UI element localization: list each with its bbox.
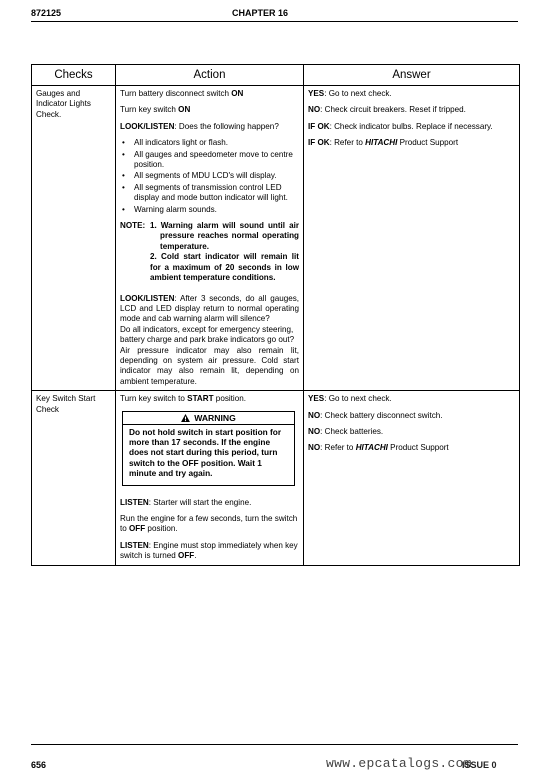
- answer-keyword: IF OK: [308, 138, 330, 148]
- answer-text: : Go to next check.: [324, 394, 392, 404]
- warning-title: WARNING: [194, 412, 236, 423]
- step-text: Turn key switch: [120, 105, 179, 115]
- action-step: [120, 122, 299, 132]
- note-item: 2. Cold start indicator will remain lit for a maximum of 20 seconds in low ambient temperature conditions.: [150, 252, 299, 283]
- step-text: : Starter will start the engine.: [148, 497, 252, 507]
- answer-text: : Check battery disconnect switch.: [320, 410, 443, 420]
- action-step: [120, 541, 299, 562]
- answer-item: [308, 105, 515, 115]
- action-step: [120, 394, 299, 404]
- note-block: [120, 221, 299, 283]
- step-text: Turn key switch to: [120, 394, 188, 404]
- answer-keyword: NO: [308, 426, 321, 436]
- check-name: Gauges and Indicator Lights Check.: [36, 89, 91, 119]
- step-text: Turn battery disconnect switch: [120, 89, 232, 98]
- action-step: [120, 294, 299, 325]
- answer-keyword: NO: [308, 105, 321, 115]
- answer-item: [308, 427, 515, 437]
- brand-name: HITACHI: [355, 443, 388, 453]
- answer-item: [308, 89, 515, 99]
- answer-cell: [304, 391, 520, 565]
- note-item: 1. Warning alarm will sound until air pressure reaches normal operating temperature.: [150, 221, 299, 251]
- action-step: [120, 105, 299, 115]
- step-keyword: ON: [231, 89, 244, 98]
- brand-name: HITACHI: [365, 138, 398, 148]
- step-keyword: LISTEN: [120, 540, 149, 550]
- answer-keyword: NO: [308, 443, 321, 453]
- list-item: • Warning alarm sounds.: [130, 205, 299, 215]
- header-rule: [31, 21, 518, 22]
- answer-keyword: YES: [308, 89, 325, 98]
- step-keyword: LOOK/LISTEN: [120, 121, 175, 131]
- list-item: • All segments of MDU LCD's will display.: [130, 171, 299, 181]
- action-step: [120, 514, 299, 535]
- column-header-action: Action: [116, 65, 304, 86]
- step-text: : Does the following happen?: [174, 121, 279, 131]
- step-text: position.: [145, 524, 178, 534]
- document-number: 872125: [31, 8, 62, 18]
- answer-text: Product Support: [387, 443, 449, 453]
- step-keyword: ON: [178, 105, 191, 115]
- list-item: • All segments of transmission control LED display and mode button indicator will light.: [130, 183, 299, 204]
- column-header-answer: Answer: [304, 65, 520, 86]
- warning-header: [123, 412, 294, 425]
- step-keyword: OFF: [178, 551, 195, 561]
- warning-text: Do not hold switch in start position for more than 17 seconds. If the engine does not start during this period, turn switch to the OFF position. Wait 1 minute and try again.: [129, 426, 282, 479]
- step-text: : After 3 seconds, do all gauges, LCD and LED display return to normal operating mode and cab warning alarm will silence?: [120, 293, 299, 324]
- answer-text: : Refer to: [329, 138, 366, 148]
- table-row: [32, 86, 520, 391]
- step-text: .: [194, 551, 197, 561]
- answer-text: : Check indicator bulbs. Replace if necessary.: [329, 121, 493, 131]
- answer-item: [308, 138, 515, 148]
- answer-text: : Check batteries.: [320, 426, 384, 436]
- action-step: [120, 498, 299, 508]
- table-header-row: [32, 65, 520, 86]
- step-text: position.: [213, 394, 246, 404]
- action-step: Air pressure indicator may also remain lit, depending on system air pressure. Cold start indicator may also remain lit, depending on ambient temperature.: [120, 345, 299, 386]
- check-name: Key Switch Start Check: [36, 394, 96, 414]
- check-cell: [32, 391, 116, 565]
- answer-item: [308, 122, 515, 132]
- action-cell: [116, 391, 304, 565]
- troubleshooting-table: [31, 64, 520, 566]
- page-number: 656: [31, 760, 47, 770]
- answer-cell: [304, 86, 520, 391]
- action-step: Do all indicators, except for emergency steering, battery charge and park brake indicators go out?: [120, 324, 295, 345]
- answer-item: [308, 443, 515, 453]
- step-keyword: OFF: [129, 524, 146, 534]
- step-text: : Engine must stop immediately when key switch is turned: [120, 540, 298, 561]
- answer-item: [308, 394, 515, 404]
- column-header-checks: Checks: [32, 65, 116, 86]
- action-cell: [116, 86, 304, 391]
- check-cell: [32, 86, 116, 391]
- expected-results-list: [120, 138, 299, 215]
- answer-keyword: NO: [308, 410, 321, 420]
- issue-label: ISSUE 0: [462, 760, 497, 770]
- answer-keyword: IF OK: [308, 121, 330, 131]
- watermark-url: www.epcatalogs.com: [326, 756, 472, 771]
- warning-box: [122, 411, 295, 486]
- footer-rule: [31, 744, 518, 745]
- warning-icon: [181, 414, 190, 422]
- step-keyword: LOOK/LISTEN: [120, 293, 175, 303]
- chapter-title: CHAPTER 16: [232, 8, 289, 18]
- answer-keyword: YES: [308, 394, 325, 404]
- list-item: • All gauges and speedometer move to centre position.: [130, 150, 299, 171]
- answer-text: : Refer to: [320, 443, 356, 453]
- action-step: [120, 89, 299, 99]
- answer-text: Product Support: [397, 138, 459, 148]
- answer-text: : Go to next check.: [324, 89, 392, 98]
- answer-text: : Check circuit breakers. Reset if tripped.: [320, 105, 466, 115]
- answer-item: [308, 411, 515, 421]
- table-row: [32, 391, 520, 565]
- list-item: • All indicators light or flash.: [130, 138, 299, 148]
- step-keyword: LISTEN: [120, 497, 149, 507]
- step-keyword: START: [187, 394, 214, 404]
- step-text: Run the engine for a few seconds, turn the switch to: [120, 514, 298, 534]
- note-label: NOTE:: [120, 221, 146, 231]
